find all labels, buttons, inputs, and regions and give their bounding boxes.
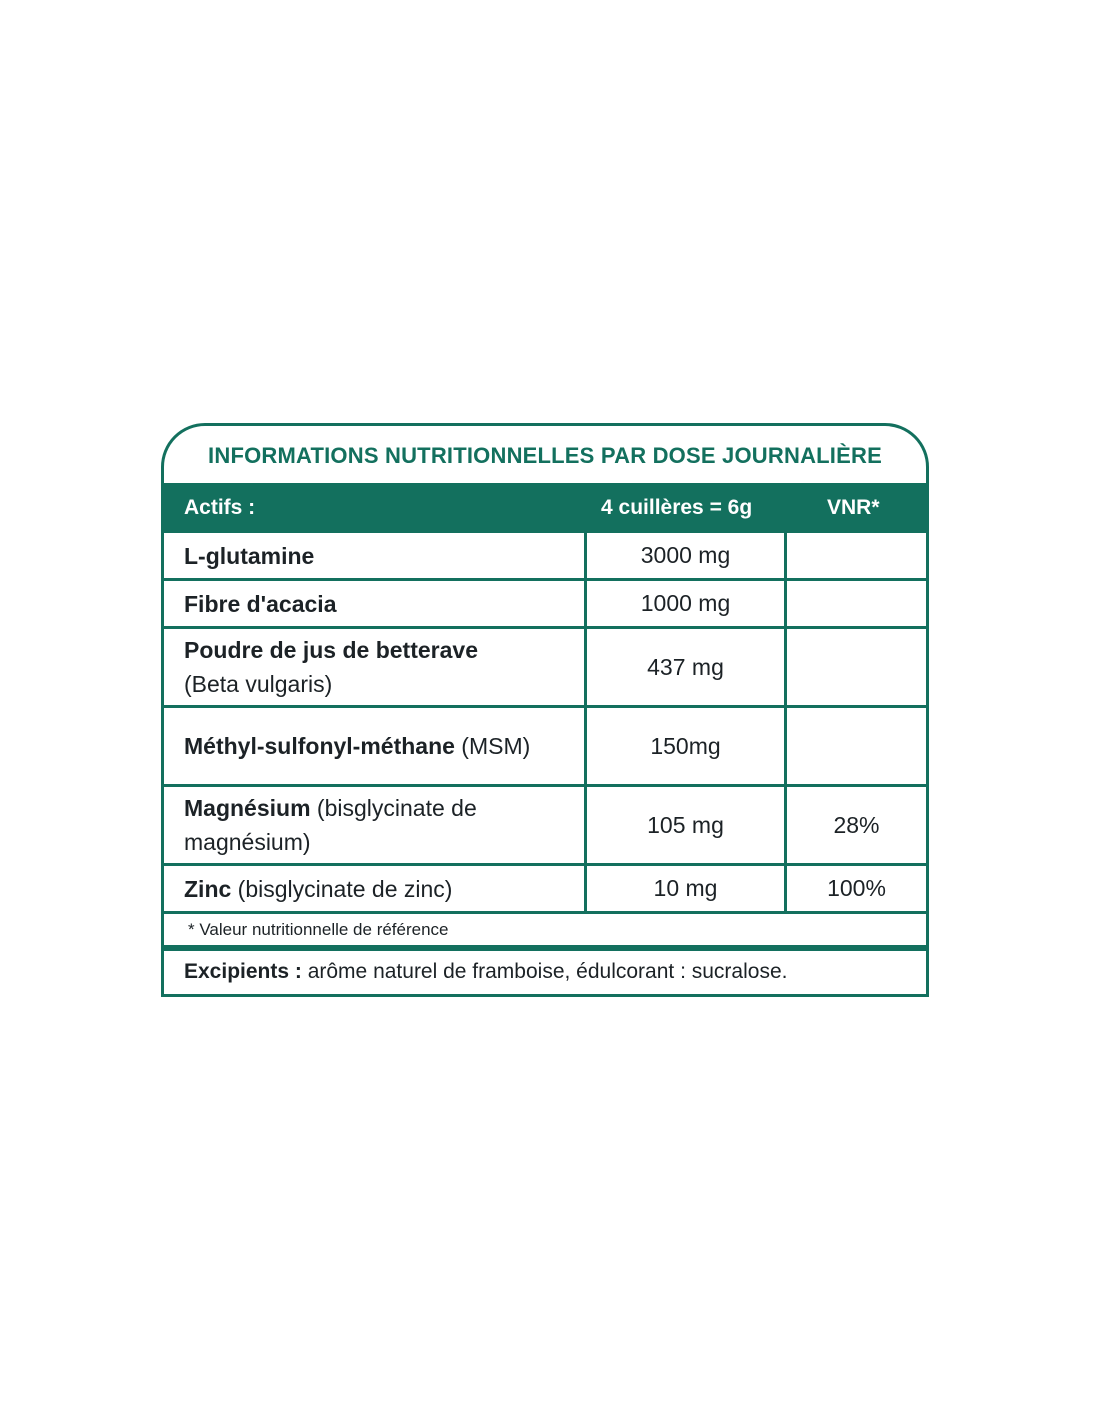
ingredient-name xyxy=(164,629,587,705)
ingredient-name xyxy=(164,581,587,626)
panel-title: INFORMATIONS NUTRITIONNELLES PAR DOSE JOURNALIÈRE xyxy=(208,443,882,468)
ingredient-dose: 1000 mg xyxy=(587,581,787,626)
header-dose: 4 cuillères = 6g xyxy=(601,496,753,519)
ingredient-name xyxy=(164,866,587,911)
ingredient-detail: (bisglycinate de magnésium) xyxy=(184,795,477,855)
ingredient-vnr xyxy=(787,581,926,626)
ingredient-name xyxy=(164,787,587,863)
reference-note: * Valeur nutritionnelle de référence xyxy=(164,914,926,948)
ingredient-bold: Magnésium xyxy=(184,795,311,821)
table-row xyxy=(164,629,926,708)
header-vnr: VNR* xyxy=(827,496,880,519)
ingredient-dose: 3000 mg xyxy=(587,533,787,578)
ingredient-vnr xyxy=(787,533,926,578)
ingredient-name xyxy=(164,708,587,784)
ingredient-bold: Poudre de jus de betterave xyxy=(184,637,478,663)
ingredient-dose: 105 mg xyxy=(587,787,787,863)
ingredient-detail: (MSM) xyxy=(454,733,531,759)
ingredient-vnr xyxy=(787,629,926,705)
excipients-line xyxy=(164,948,926,994)
excipients-text: arôme naturel de framboise, édulcorant : sucralose. xyxy=(301,960,788,983)
ingredient-name xyxy=(164,533,587,578)
header-actifs: Actifs : xyxy=(184,496,256,519)
ingredient-detail: (bisglycinate de zinc) xyxy=(231,875,453,902)
table-row xyxy=(164,787,926,866)
ingredient-bold: Zinc xyxy=(184,875,232,902)
table-row xyxy=(164,708,926,787)
ingredient-vnr xyxy=(787,708,926,784)
nutrition-facts-panel xyxy=(161,423,929,997)
table-header xyxy=(164,483,926,533)
ingredient-dose: 437 mg xyxy=(587,629,787,705)
table-row xyxy=(164,866,926,914)
excipients-label: Excipients : xyxy=(184,960,302,983)
ingredient-dose: 10 mg xyxy=(587,866,787,911)
ingredient-bold: L-glutamine xyxy=(184,542,315,569)
ingredient-bold: Méthyl-sulfonyl-méthane xyxy=(184,733,455,759)
ingredient-bold: Fibre d'acacia xyxy=(184,590,337,617)
ingredient-detail: (Beta vulgaris) xyxy=(184,671,333,697)
ingredient-dose: 150mg xyxy=(587,708,787,784)
table-row xyxy=(164,581,926,629)
table-row xyxy=(164,533,926,581)
ingredient-vnr: 28% xyxy=(833,811,880,838)
ingredient-vnr: 100% xyxy=(827,875,886,901)
